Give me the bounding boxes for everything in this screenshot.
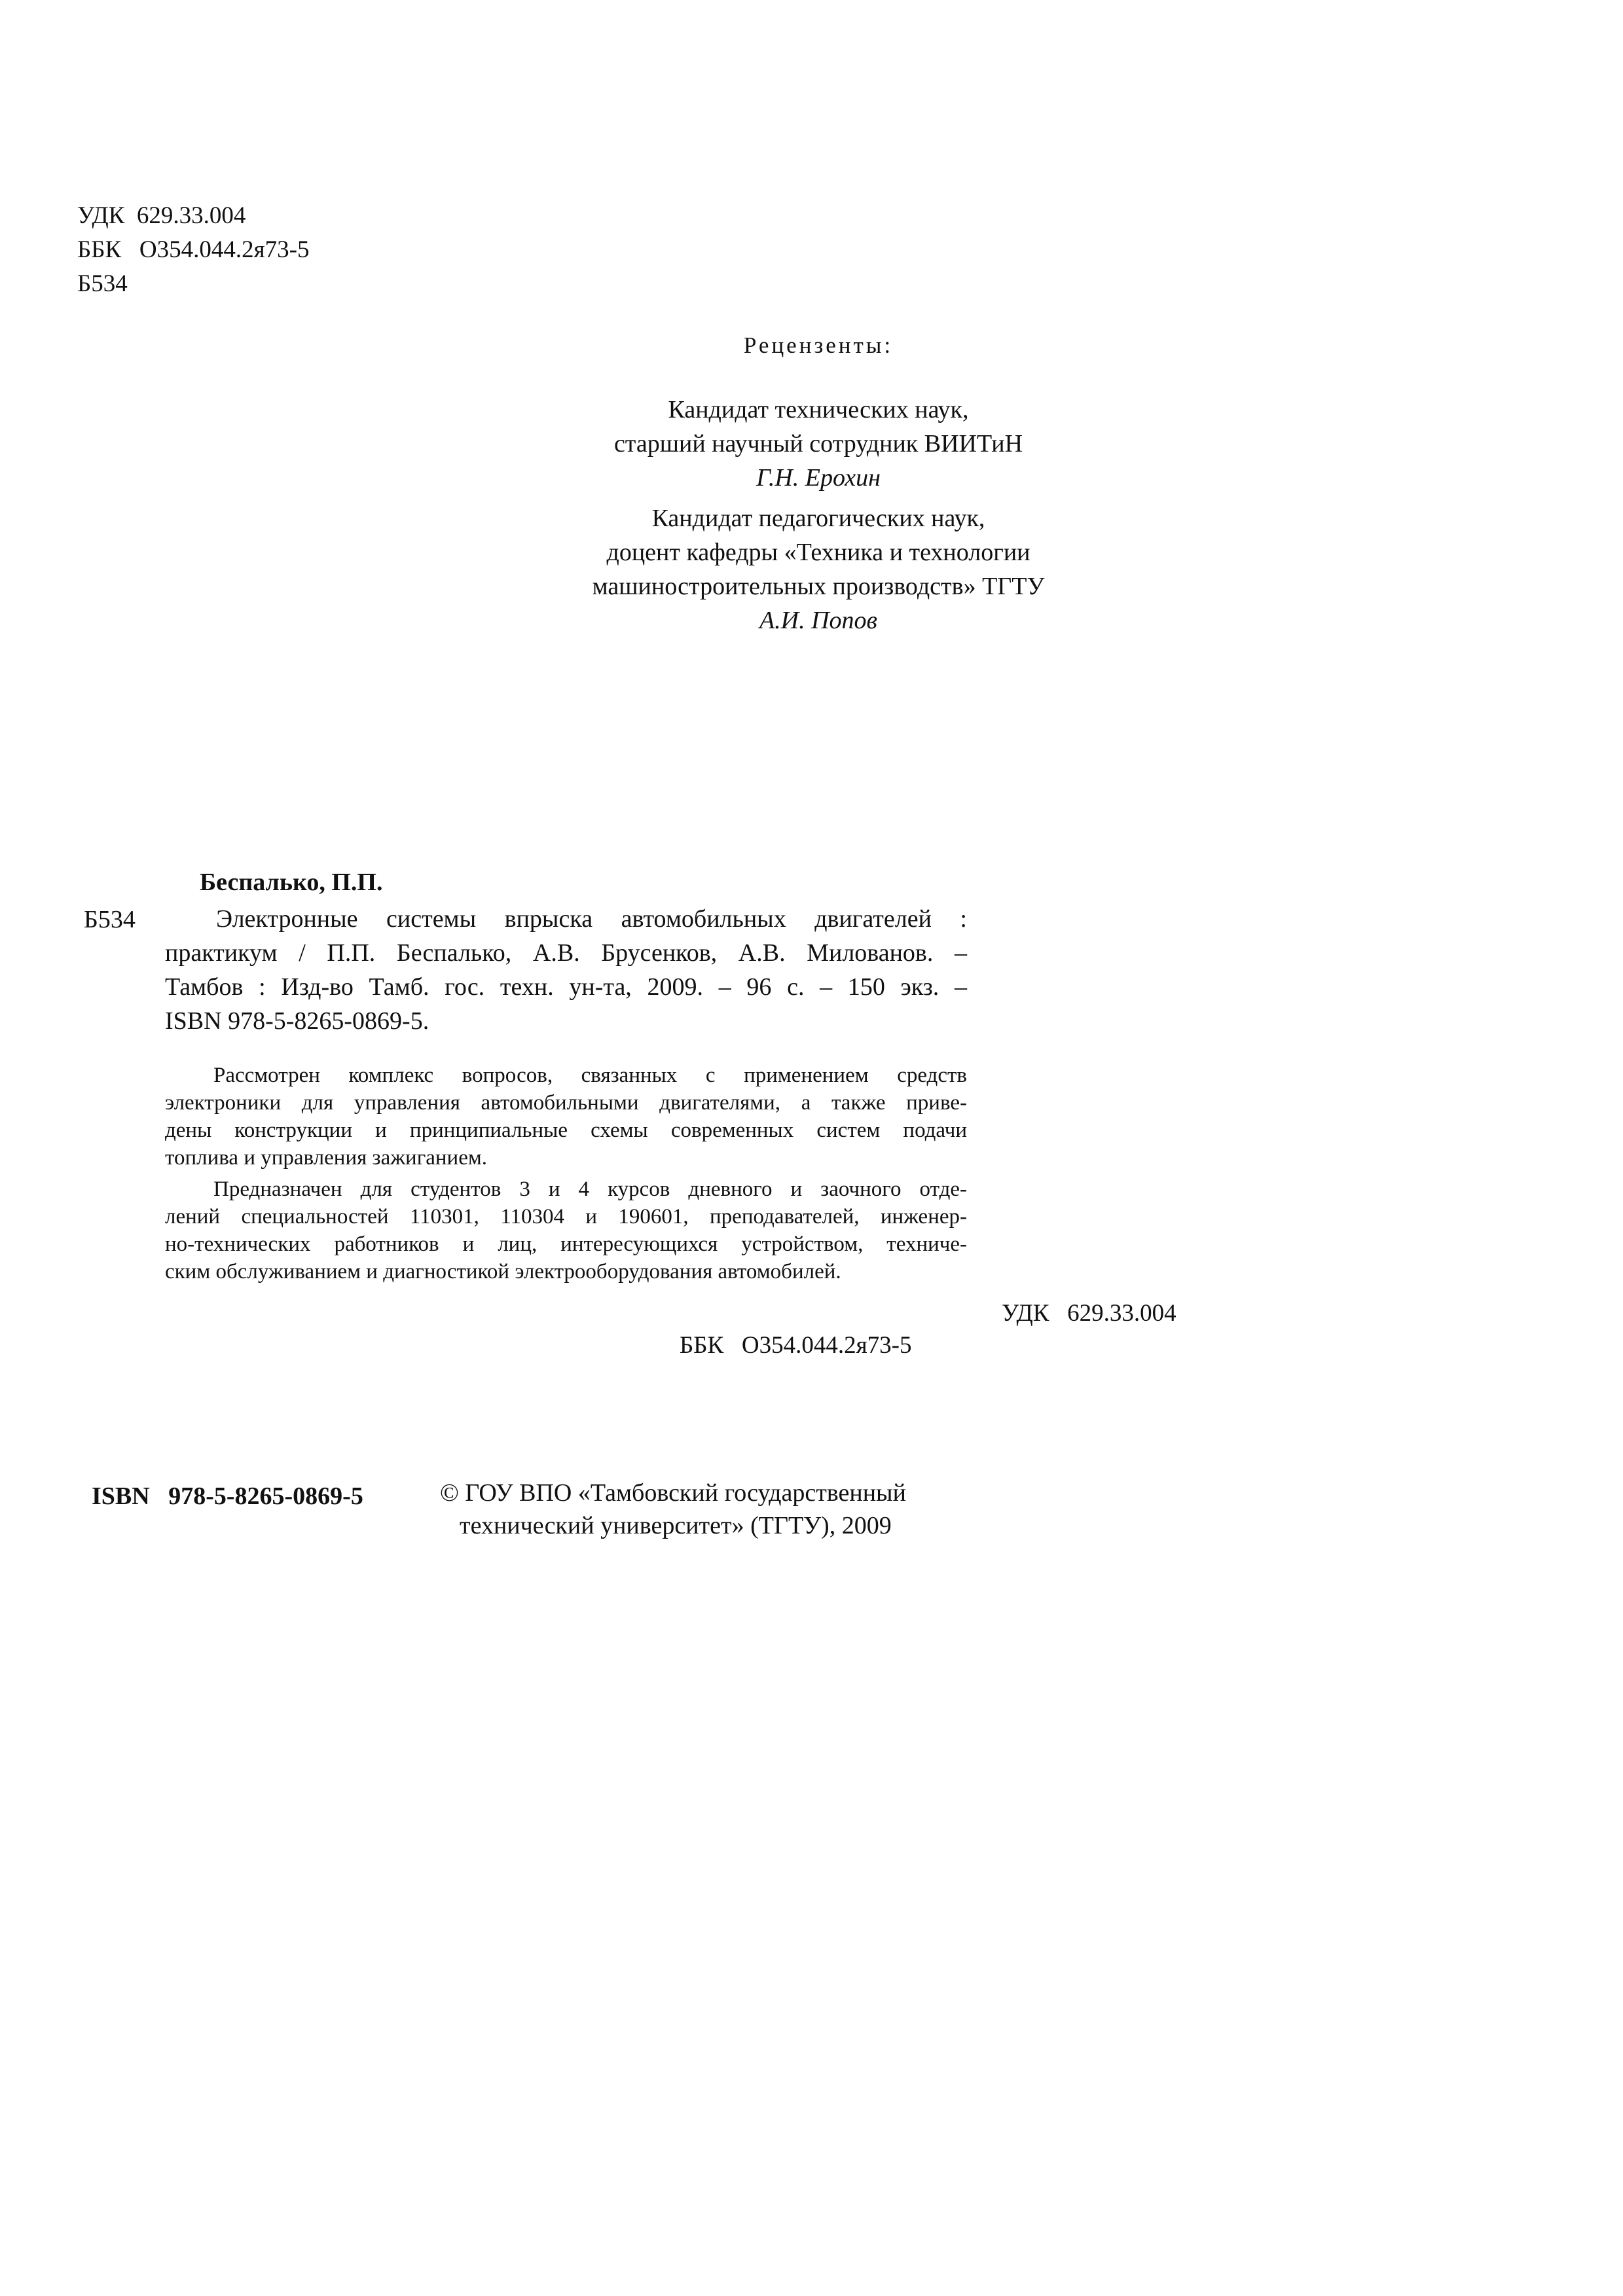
author-cipher: Б534 xyxy=(77,270,128,297)
abstract-line: лений специальностей 110301, 110304 и 190601, преподавателей, инженер- xyxy=(165,1205,967,1229)
record-line: Электронные системы впрыска автомобильных двигателей : xyxy=(216,905,967,933)
reviewer-2-position: доцент кафедры «Техника и технологии xyxy=(606,539,1030,566)
reviewer-1-position: старший научный сотрудник ВИИТиН xyxy=(613,430,1023,457)
record-body xyxy=(165,936,967,1038)
copyright-line-1: © ГОУ ВПО «Тамбовский государственный xyxy=(440,1479,906,1507)
copyright-line-2: технический университет» (ТГТУ), 2009 xyxy=(460,1512,892,1539)
reviewer-2-department: машиностроительных производств» ТГТУ xyxy=(592,573,1045,600)
reviewer-1-degree: Кандидат технических наук, xyxy=(668,396,969,423)
record-udk: УДК 629.33.004 xyxy=(1002,1300,1176,1327)
abstract-line: электроники для управления автомобильными двигателями, а также приве- xyxy=(165,1091,967,1115)
copyright xyxy=(440,1477,906,1542)
reviewer-2 xyxy=(426,501,1211,637)
reviewers-title: Рецензенты: xyxy=(743,332,894,358)
record-line: практикум / П.П. Беспалько, А.В. Брусенков, А.В. Милованов. – xyxy=(165,939,967,967)
abstract-paragraph-2 xyxy=(165,1175,967,1285)
udk-code: УДК 629.33.004 xyxy=(77,202,246,229)
record-bbk: ББК О354.044.2я73-5 xyxy=(680,1332,912,1359)
record-author: Беспалько, П.П. xyxy=(200,869,383,896)
abstract-line: топлива и управления зажиганием. xyxy=(165,1146,487,1170)
abstract-paragraph-1 xyxy=(165,1062,967,1172)
bbk-code: ББК О354.044.2я73-5 xyxy=(77,236,310,263)
record-line: Тамбов : Изд-во Тамб. гос. техн. ун-та, 2009. – 96 с. – 150 экз. – xyxy=(165,973,967,1001)
classification-block xyxy=(77,199,309,301)
abstract-line: но-технических работников и лиц, интересующихся устройством, техниче- xyxy=(165,1232,967,1256)
record-cipher: Б534 xyxy=(84,906,136,933)
reviewer-1-name: Г.Н. Ерохин xyxy=(756,464,881,492)
abstract-line: Рассмотрен комплекс вопросов, связанных с применением средств xyxy=(213,1064,967,1087)
record-first-line xyxy=(216,902,967,936)
record-line: ISBN 978-5-8265-0869-5. xyxy=(165,1007,429,1035)
reviewer-2-degree: Кандидат педагогических наук, xyxy=(651,505,985,532)
reviewer-1 xyxy=(426,393,1211,495)
abstract-line: Предназначен для студентов 3 и 4 курсов дневного и заочного отде- xyxy=(213,1177,967,1201)
abstract-line: дены конструкции и принципиальные схемы современных систем подачи xyxy=(165,1119,967,1142)
isbn: ISBN 978-5-8265-0869-5 xyxy=(92,1482,363,1510)
reviewer-2-name: А.И. Попов xyxy=(759,607,878,634)
abstract-line: ским обслуживанием и диагностикой электрооборудования автомобилей. xyxy=(165,1260,841,1283)
